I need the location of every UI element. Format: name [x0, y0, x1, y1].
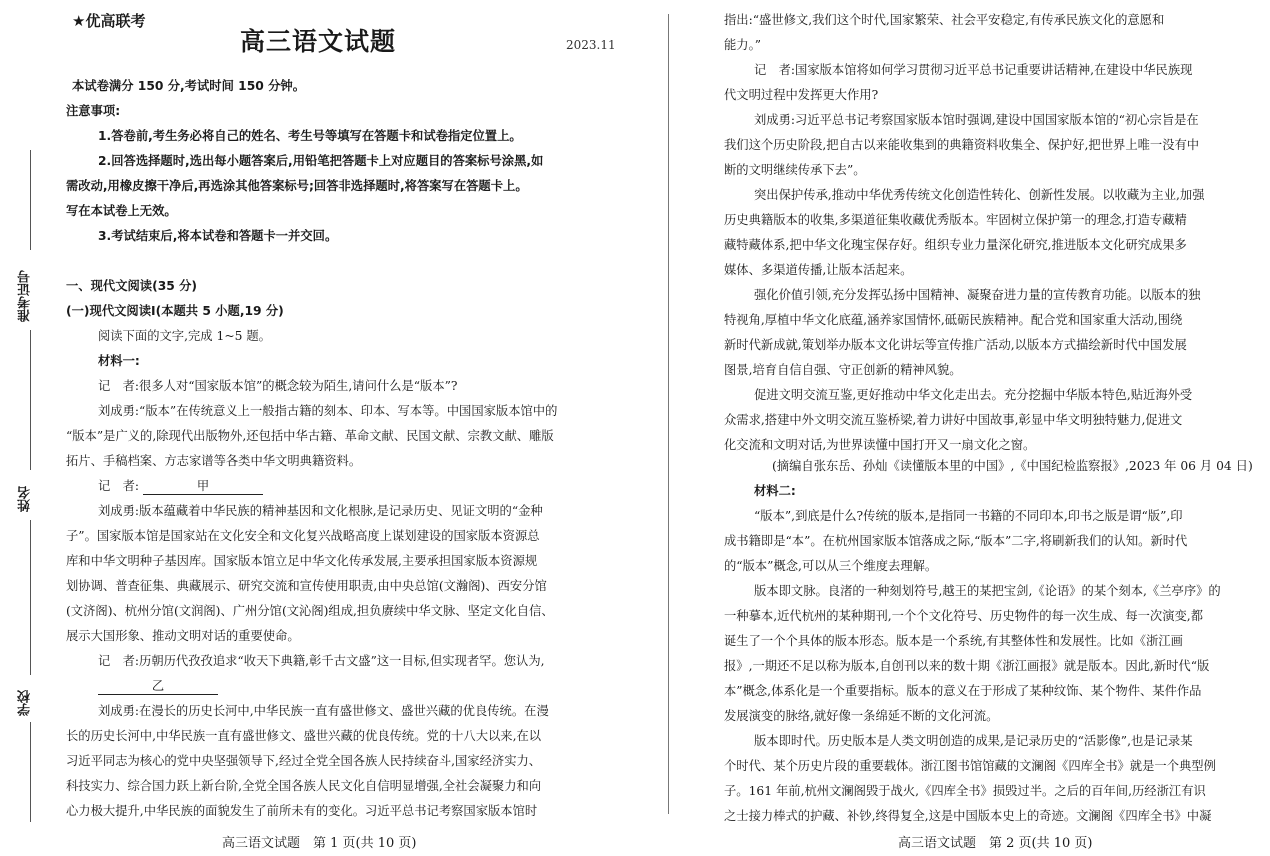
line-text: 记 者:国家版本馆将如何学习贯彻习近平总书记重要讲话精神,在建设中华民族现 [754, 63, 1193, 77]
line-text: 刘成勇:“版本”在传统意义上一般指古籍的刻本、印本、写本等。中国国家版本馆中的 [98, 404, 558, 418]
line-text: 2.回答选择题时,选出每小题答案后,用铅笔把答题卡上对应题目的答案标号涂黑,如 [98, 154, 544, 168]
text-line [72, 78, 622, 95]
line-text: 3.考试结束后,将本试卷和答题卡一并交回。 [98, 229, 338, 243]
line-text: 诞生了一个个具体的版本形态。版本是一个系统,有其整体性和发展性。比如《浙江画 [724, 634, 1183, 648]
line-text: 我们这个历史阶段,把自古以来能收集到的典籍资料收集全、保护好,把世界上唯一没有中 [724, 138, 1200, 152]
margin-rule [30, 330, 31, 470]
line-text: 促进文明交流互鉴,更好推动中华文化走出去。充分挖掘中华版本特色,贴近海外受 [754, 388, 1193, 402]
line-text: 科技实力、综合国力跃上新台阶,全党全国各族人民文化自信明显增强,全社会凝聚力和向 [66, 779, 542, 793]
exam-number-label: 准考证号 [18, 258, 38, 322]
text-line [724, 337, 1270, 354]
text-line [66, 528, 622, 545]
text-line [98, 378, 622, 395]
line-text: 图景,培育自信自强、守正创新的精神风貌。 [724, 363, 962, 377]
text-line [724, 312, 1270, 329]
line-text: 一、现代文阅读(35 分) [66, 279, 198, 293]
line-text: 子”。国家版本馆是国家站在文化安全和文化复兴战略高度上谋划建设的国家版本资源总 [66, 529, 540, 543]
line-text: 习近平同志为核心的党中央坚强领导下,经过全党全国各族人民持续奋斗,国家经济实力、 [66, 754, 542, 768]
text-line [66, 753, 622, 770]
line-text: 成书籍即是“本”。在杭州国家版本馆落成之际,“版本”二字,将刷新我们的认知。新时代 [724, 534, 1188, 548]
line-text: 断的文明继续传承下去”。 [724, 163, 866, 177]
text-line [754, 112, 1270, 129]
text-line [66, 803, 622, 820]
text-line [724, 783, 1270, 800]
line-text: 突出保护传承,推动中华优秀传统文化创造性转化、创新性发展。以收藏为主业,加强 [754, 188, 1205, 202]
line-text: 之士接力棒式的护藏、补钞,终得复全,这是中国版本史上的奇迹。文澜阁《四库全书》中凝 [724, 809, 1212, 823]
text-line [754, 483, 1270, 500]
text-line [754, 583, 1270, 600]
text-line [724, 633, 1270, 650]
answer-blank[interactable]: 甲 [143, 478, 263, 495]
text-line [66, 578, 622, 595]
line-text: 记 者: [98, 479, 140, 493]
line-text: 众需求,搭建中外文明交流互鉴桥梁,着力讲好中国故事,彰显中华文明独特魅力,促进文 [724, 413, 1183, 427]
text-line [724, 237, 1270, 254]
exam-badge: ★优高联考 [72, 12, 146, 30]
text-line [724, 437, 1270, 454]
text-line [98, 328, 622, 345]
line-text: 长的历史长河中,中华民族一直有盛世修文、盛世兴藏的优良传统。党的十八大以来,在以 [66, 729, 542, 743]
line-text: 材料一: [98, 354, 140, 368]
text-line [724, 412, 1270, 429]
text-line [66, 553, 622, 570]
line-text: 划协调、普查征集、典藏展示、研究交流和宣传使用职责,由中央总馆(文瀚阁)、西安分馆 [66, 579, 547, 593]
line-text: 刘成勇:版本蕴藏着中华民族的精神基因和文化根脉,是记录历史、见证文明的“金种 [98, 504, 543, 518]
text-line [754, 387, 1270, 404]
text-line [98, 653, 622, 670]
line-text: 版本即文脉。良渚的一种刻划符号,越王的某把宝剑,《论语》的某个刻本,《兰亭序》的 [754, 584, 1221, 598]
line-text: 阅读下面的文字,完成 1~5 题。 [98, 329, 271, 343]
school-label: 学校 [18, 682, 38, 716]
line-text: 需改动,用橡皮擦干净后,再选涂其他答案标号;回答非选择题时,将答案写在答题卡上。 [66, 179, 528, 193]
answer-blank[interactable]: 乙 [98, 678, 218, 695]
line-text: 库和中华文明种子基因库。国家版本馆立足中华文化传承发展,主要承担国家版本资源规 [66, 554, 538, 568]
line-text: 版本即时代。历史版本是人类文明创造的成果,是记录历史的“活影像”,也是记录某 [754, 734, 1193, 748]
text-line [724, 708, 1270, 725]
text-line [98, 703, 622, 720]
page-divider [668, 14, 669, 814]
line-text: 的“版本”概念,可以从三个维度去理解。 [724, 559, 938, 573]
text-line [754, 508, 1270, 525]
line-text: (摘编自张东岳、孙灿《读懂版本里的中国》,《中国纪检监察报》,2023 年 06 月 04 日) [772, 459, 1253, 473]
text-line [66, 278, 622, 295]
text-line [98, 353, 622, 370]
text-line [724, 12, 1270, 29]
text-line [66, 778, 622, 795]
text-line [724, 658, 1270, 675]
text-line [724, 558, 1270, 575]
line-text: 特视角,厚植中华文化底蕴,涵养家国情怀,砥砺民族精神。配合党和国家重大活动,围绕 [724, 313, 1183, 327]
text-line [724, 137, 1270, 154]
margin-rule [30, 150, 31, 250]
line-text: (文济阁)、杭州分馆(文润阁)、广州分馆(文沁阁)组成,担负赓续中华文脉、坚定文化自信、 [66, 604, 554, 618]
line-text: 1.答卷前,考生务必将自己的姓名、考生号等填写在答题卡和试卷指定位置上。 [98, 129, 522, 143]
text-line [724, 362, 1270, 379]
line-text: 报》,一期还不足以称为版本,自创刊以来的数十期《浙江画报》就是版本。因此,新时代“版 [724, 659, 1210, 673]
text-line [66, 203, 622, 220]
line-text: 心力极大提升,中华民族的面貌发生了前所未有的变化。习近平总书记考察国家版本馆时 [66, 804, 538, 818]
line-text: 本试卷满分 150 分,考试时间 150 分钟。 [72, 79, 305, 93]
text-line [724, 608, 1270, 625]
text-line [754, 287, 1270, 304]
line-text: 子。161 年前,杭州文澜阁毁于战火,《四库全书》损毁过半。之后的百年间,历经浙江有识 [724, 784, 1206, 798]
line-text: 记 者:很多人对“国家版本馆”的概念较为陌生,请问什么是“版本”? [98, 379, 458, 393]
text-line [66, 603, 622, 620]
text-line [98, 153, 622, 170]
line-text: 强化价值引领,充分发挥弘扬中国精神、凝聚奋进力量的宣传教育功能。以版本的独 [754, 288, 1201, 302]
text-line [66, 628, 622, 645]
text-line [98, 403, 622, 420]
line-text: 记 者:历朝历代孜孜追求“收天下典籍,彰千古文盛”这一目标,但实现者罕。您认为, [98, 654, 545, 668]
line-text: “版本”,到底是什么?传统的版本,是指同一书籍的不同印本,印书之版是谓“版”,印 [754, 509, 1183, 523]
text-line [724, 87, 1270, 104]
answer-blank-line [98, 678, 622, 695]
line-text: 本”概念,体系化是一个重要指标。版本的意义在于形成了某种纹饰、某个物件、某件作品 [724, 684, 1202, 698]
text-line [724, 533, 1270, 550]
line-text: 个时代、某个历史片段的重要载体。浙江图书馆馆藏的文澜阁《四库全书》就是一个典型例 [724, 759, 1216, 773]
line-text: 化交流和文明对话,为世界读懂中国打开又一扇文化之窗。 [724, 438, 1036, 452]
line-text: 能力。” [724, 38, 762, 52]
line-text: 刘成勇:在漫长的历史长河中,中华民族一直有盛世修文、盛世兴藏的优良传统。在漫 [98, 704, 549, 718]
text-line [66, 103, 622, 120]
text-line [724, 758, 1270, 775]
text-line [754, 187, 1270, 204]
line-text: 代文明过程中发挥更大作用? [724, 88, 879, 102]
line-text: 写在本试卷上无效。 [66, 204, 177, 218]
answer-blank-line [98, 478, 622, 495]
name-label: 姓名 [18, 478, 38, 512]
line-text: 新时代新成就,策划举办版本文化讲坛等宣传推广活动,以版本方式描绘新时代中国发展 [724, 338, 1187, 352]
page-title: 高三语文试题 [240, 27, 397, 56]
text-line [724, 262, 1270, 279]
text-line [98, 503, 622, 520]
line-text: 拓片、手稿档案、方志家谱等各类中华文明典籍资料。 [66, 454, 362, 468]
text-line [66, 178, 622, 195]
text-line [66, 428, 622, 445]
line-text: 一种摹本,近代杭州的某种期刊,一个个文化符号、历史物件的每一次生成、每一次演变,都 [724, 609, 1204, 623]
text-line [724, 808, 1270, 825]
exam-date: 2023.11 [566, 38, 616, 52]
margin-rule [30, 722, 31, 822]
page-two-footer: 高三语文试题 第 2 页(共 10 页) [898, 836, 1093, 851]
line-text: 藏特藏体系,把中华文化瑰宝保存好。组织专业力量深化研究,推进版本文化研究成果多 [724, 238, 1187, 252]
text-line [66, 453, 622, 470]
line-text: (一)现代文阅读Ⅰ(本题共 5 小题,19 分) [66, 304, 284, 318]
text-line [724, 37, 1270, 54]
page-one-footer: 高三语文试题 第 1 页(共 10 页) [222, 836, 417, 851]
text-line [66, 728, 622, 745]
margin-rule [30, 520, 31, 675]
line-text: 材料二: [754, 484, 796, 498]
text-line [66, 303, 622, 320]
text-line [724, 212, 1270, 229]
line-text: 发展演变的脉络,就好像一条绵延不断的文化河流。 [724, 709, 999, 723]
line-text: 注意事项: [66, 104, 121, 118]
text-line [98, 228, 622, 245]
text-line [724, 683, 1270, 700]
line-text: 指出:“盛世修文,我们这个时代,国家繁荣、社会平安稳定,有传承民族文化的意愿和 [724, 13, 1165, 27]
line-text: “版本”是广义的,除现代出版物外,还包括中华古籍、革命文献、民国文献、宗教文献、雕版 [66, 429, 554, 443]
line-text: 历史典籍版本的收集,多渠道征集收藏优秀版本。牢固树立保护第一的理念,打造专藏精 [724, 213, 1187, 227]
text-line [754, 733, 1270, 750]
line-text: 展示大国形象、推动文明对话的重要使命。 [66, 629, 300, 643]
text-line [754, 62, 1270, 79]
text-line [772, 458, 1270, 475]
line-text: 媒体、多渠道传播,让版本活起来。 [724, 263, 913, 277]
line-text: 刘成勇:习近平总书记考察国家版本馆时强调,建设中国国家版本馆的“初心宗旨是在 [754, 113, 1199, 127]
text-line [98, 128, 622, 145]
binding-margin [0, 0, 62, 856]
text-line [724, 162, 1270, 179]
